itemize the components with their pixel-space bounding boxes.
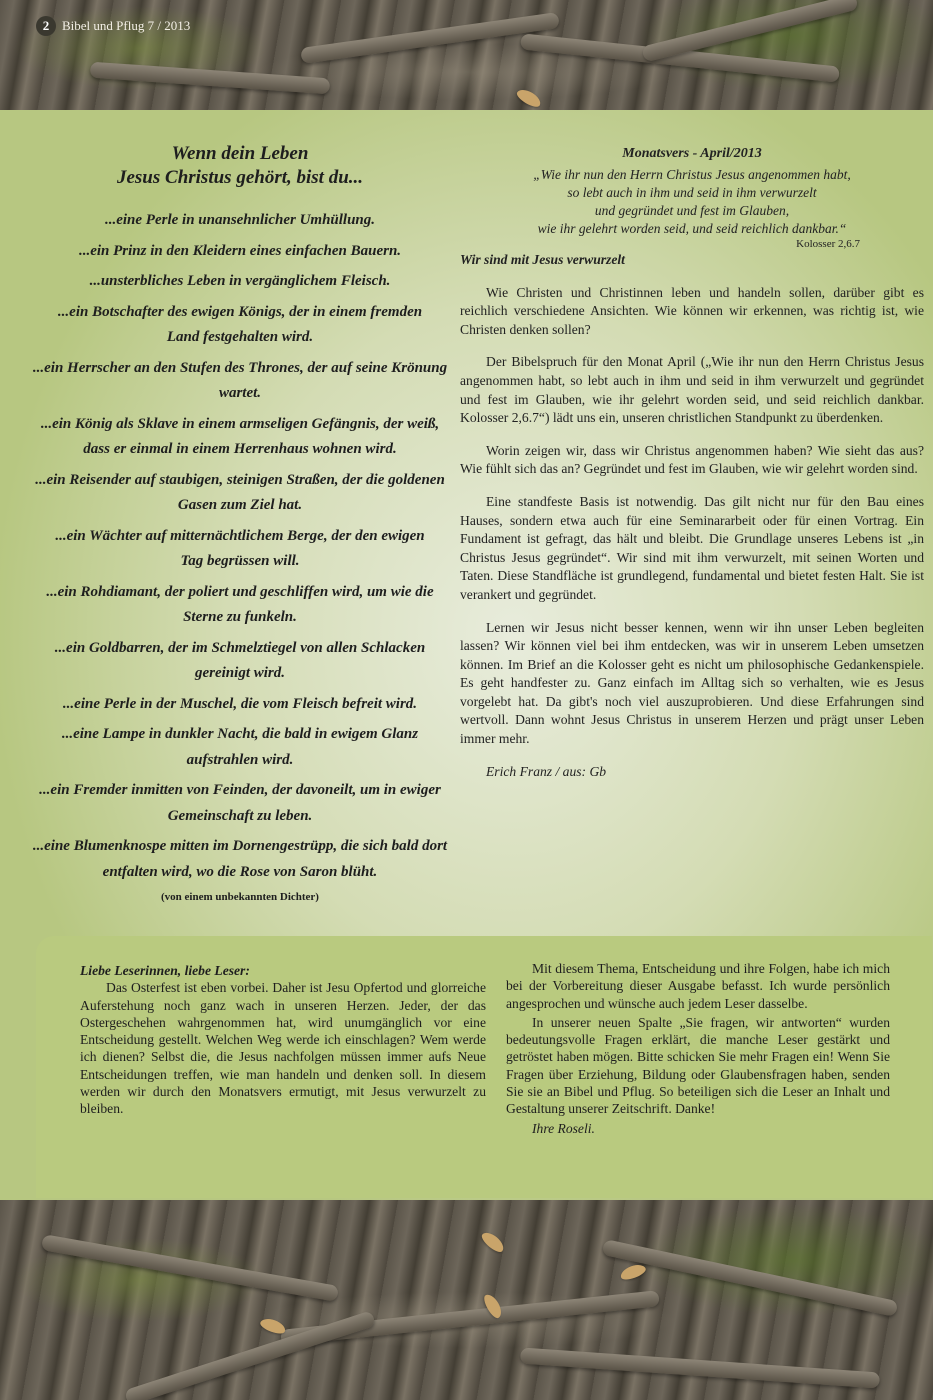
article-title: Wir sind mit Jesus verwurzelt bbox=[460, 252, 625, 267]
article bbox=[460, 251, 924, 781]
article-paragraph: Der Bibelspruch für den Monat April („Wie ihr nun den Herrn Christus Jesus angenommen habt, so lebt auch in ihm und seid in ihm verwurzelt und gegründet und fest im Glauben, wie ihr gelehrt worden seid, und seid reichlich dankbar. Kolosser 2,6.7“) lädt uns ein, unseren christlichen Standpunkt zu überdenken. bbox=[460, 354, 924, 426]
article-paragraph: Eine standfeste Basis ist notwendig. Das gilt nicht nur für den Bau eines Hauses, sondern etwa auch für eine Seminararbeit oder für einen Vortrag. Ein Fundament ist gefragt, das hält und bleibt. Die Grundlage unseres Lebens ist „in Christus Jesus gegründet“. Wir sind mit ihm verwurzelt, mit seinen Worten und Taten. Diese Standfläche ist grundlegend, fundamental und bietet festen Halt. Sie ist verankert und gegründet. bbox=[460, 493, 924, 602]
letter-right-column bbox=[506, 960, 890, 1137]
poem-line: ...eine Blumenknospe mitten im Dornengestrüpp, die sich bald dort entfalten wird, wo die Rose von Saron blüht. bbox=[32, 838, 448, 880]
verse-line: so lebt auch in ihm und seid in ihm verwurzelt bbox=[567, 185, 817, 200]
footer-photo-roots bbox=[0, 1200, 933, 1400]
verse-line: „Wie ihr nun den Herrn Christus Jesus angenommen habt, bbox=[533, 167, 851, 182]
poem-line: ...ein Prinz in den Kleidern eines einfachen Bauern. bbox=[78, 242, 402, 259]
letter-left-column bbox=[80, 962, 486, 1118]
poem-credit: (von einem unbekannten Dichter) bbox=[161, 891, 319, 903]
poem-column bbox=[30, 142, 450, 914]
verse-line: und gegründet und fest im Glauben, bbox=[594, 203, 790, 218]
article-paragraph: Lernen wir Jesus nicht besser kennen, wenn wir ihn unser Leben begleiten lassen? Wir können viel bei ihm entdecken, was wir in unserem Leben umsetzen können. Im Brief an die Kolosser geht es nicht um philosophische Gedankenspiele. Es geht handfester zu. Ganz einfach im Alltag sich so verhalten, wie es Jesus vorgelebt hat. Da gibt's noch viel auszuprobieren. Und diese Erfahrungen sind wertvoll. Dann wohnt Jesus Christus in unserem Herzen und prägt unser Leben immer mehr. bbox=[460, 619, 924, 747]
poem-line: ...ein Goldbarren, der im Schmelztiegel von allen Schlacken gereinigt wird. bbox=[54, 639, 426, 681]
publication-title: Bibel und Pflug 7 / 2013 bbox=[62, 18, 191, 33]
letter-signature: Ihre Roseli. bbox=[532, 1120, 595, 1136]
page-number: 2 bbox=[36, 16, 56, 36]
letter-paragraph: Mit diesem Thema, Entscheidung und ihre Folgen, habe ich mich bei der Vorbereitung dieser Ausgabe befasst. Ich wurde persönlich angesprochen und wünsche auch jedem Leser dasselbe. bbox=[506, 961, 890, 1011]
poem-line: ...ein Rohdiamant, der poliert und geschliffen wird, um wie die Sterne zu funkeln. bbox=[46, 583, 434, 625]
poem-title bbox=[30, 142, 450, 190]
monatsvers-verse bbox=[460, 166, 924, 238]
poem-title-line-1: Wenn dein Leben bbox=[171, 143, 309, 164]
poem-line: ...unsterbliches Leben in vergänglichem Fleisch. bbox=[89, 273, 391, 289]
letter-paragraph: In unserer neuen Spalte „Sie fragen, wir antworten“ wurden bedeutungsvolle Fragen erklärt, die manche Leser gestärkt und getröstet haben mögen. Bitte schicken Sie mehr Fragen ein! Wenn Sie Fragen über Erziehung, Bildung oder Glaubensfragen haben, senden Sie sie an Bibel und Pflug. So beteiligen sich die Leser an Inhalt und Gestaltung unserer Zeitschrift. Danke! bbox=[506, 1014, 890, 1117]
letter-title: Liebe Leserinnen, liebe Leser: bbox=[80, 963, 250, 978]
right-column bbox=[460, 146, 924, 795]
poem-title-line-2: Jesus Christus gehört, bist du... bbox=[116, 167, 364, 188]
poem-line: ...ein Wächter auf mitternächtlichem Berge, der den ewigen Tag begrüssen will. bbox=[55, 527, 425, 569]
verse-line: wie ihr gelehrt worden seid, und seid reichlich dankbar.“ bbox=[537, 221, 847, 236]
poem-line: ...ein Fremder inmitten von Feinden, der davoneilt, um in ewiger Gemeinschaft zu leben. bbox=[39, 782, 441, 824]
monatsvers-title: Monatsvers - April/2013 bbox=[622, 146, 762, 161]
article-paragraph: Wie Christen und Christinnen leben und handeln sollen, darüber gibt es reichlich verschiedene Ansichten. Wie können wir erkennen, was richtig ist, wie Christen denken sollen? bbox=[460, 284, 924, 337]
poem-line: ...ein König als Sklave in einem armseligen Gefängnis, der weiß, dass er einmal in einem Herrenhaus wohnen wird. bbox=[40, 415, 440, 457]
editor-letter bbox=[36, 936, 932, 1198]
page-header bbox=[36, 16, 190, 36]
poem-line: ...ein Herrscher an den Stufen des Thrones, der auf seine Krönung wartet. bbox=[32, 359, 448, 401]
poem-line: ...eine Lampe in dunkler Nacht, die bald in ewigem Glanz aufstrahlen wird. bbox=[61, 726, 419, 768]
article-paragraph: Worin zeigen wir, dass wir Christus angenommen haben? Wie sieht das aus? Wie fühlt sich das an? Gegründet und fest im Glauben, wie wir gelehrt worden sind. bbox=[460, 442, 924, 477]
monatsvers-reference: Kolosser 2,6.7 bbox=[796, 238, 860, 250]
poem-line: ...eine Perle in unansehnlicher Umhüllung. bbox=[104, 212, 376, 228]
poem-line: ...ein Reisender auf staubigen, steinigen Straßen, der die goldenen Gasen zum Ziel hat. bbox=[35, 471, 445, 513]
poem-line: ...eine Perle in der Muschel, die vom Fleisch befreit wird. bbox=[62, 695, 418, 712]
poem-line: ...ein Botschafter des ewigen Königs, der in einem fremden Land festgehalten wird. bbox=[57, 303, 423, 345]
letter-paragraph: Das Osterfest ist eben vorbei. Daher ist Jesu Opfertod und glorreiche Auferstehung noch ganz wach in unseren Herzen. Jeder, der das Ostergeschehen wahrgenommen hat, wird unumgänglich vor eine Entscheidung gestellt. Welchen Weg werde ich einschlagen? Wem werde ich dienen? Selbst die, die Jesus nachfolgen müssen immer aufs Neue Entscheidungen treffen, wie man handeln und denken soll. In diesem werden wir durch den Monatsvers ermutigt, mit Jesus verwurzelt zu bleiben. bbox=[80, 980, 486, 1117]
article-author: Erich Franz / aus: Gb bbox=[486, 763, 607, 779]
